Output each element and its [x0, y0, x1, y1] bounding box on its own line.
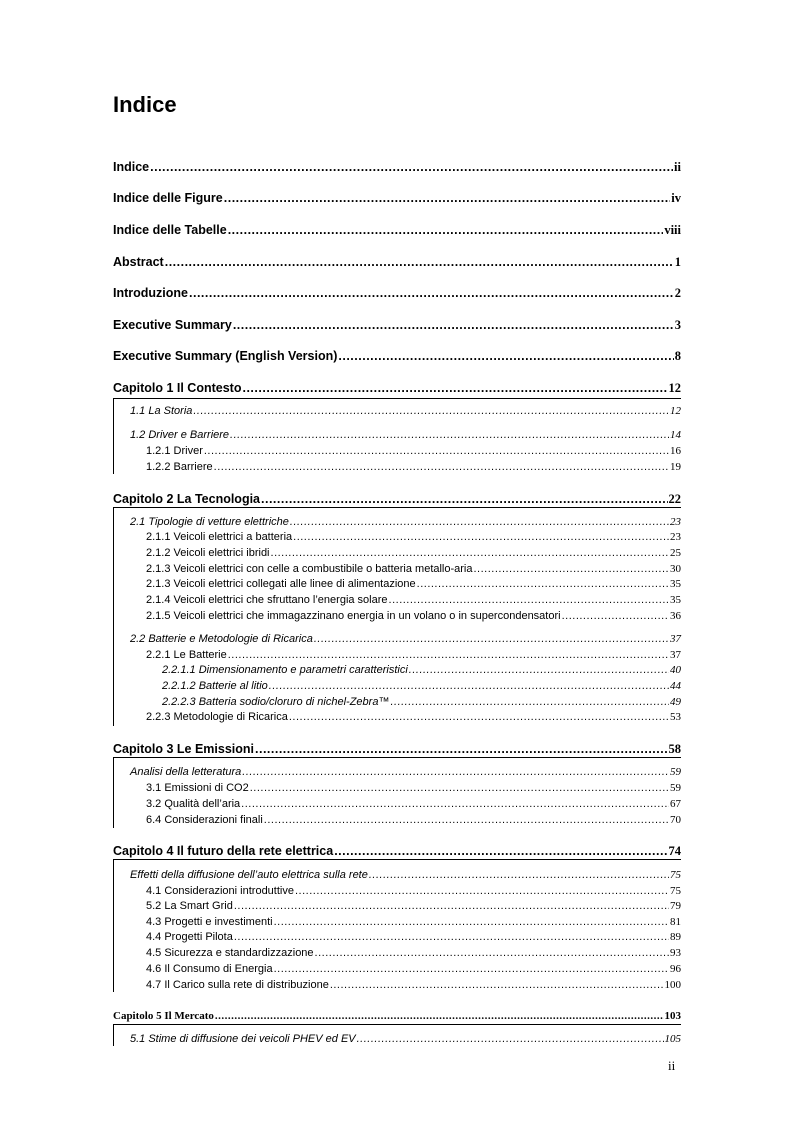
toc-entry[interactable] [130, 515, 681, 529]
toc-entry-page: 37 [670, 633, 681, 645]
toc-leader-dots [193, 404, 669, 418]
toc-entry[interactable] [146, 962, 681, 976]
toc-entry-label: 1.2.1 Driver [146, 445, 203, 457]
toc-entry-label: Capitolo 4 Il futuro della rete elettrica [113, 844, 334, 858]
toc-entry-label: Executive Summary [113, 318, 232, 332]
toc-entry[interactable] [146, 562, 681, 576]
toc-entry-page: 2 [674, 286, 681, 300]
toc-entry-label: 4.1 Considerazioni introduttive [146, 885, 294, 897]
toc-entry-label: 2.2.3 Metodologie di Ricarica [146, 711, 288, 723]
toc-entry[interactable] [130, 632, 681, 646]
toc-entry-label: Capitolo 1 Il Contesto [113, 381, 242, 395]
toc-entry-label: 4.4 Progetti Pilota [146, 931, 233, 943]
toc-entry-label: Executive Summary (English Version) [113, 349, 338, 363]
toc-entry-page: 40 [670, 664, 681, 676]
toc-entry-page: 74 [668, 844, 681, 858]
toc-entry-page: 75 [670, 885, 681, 897]
toc-entry[interactable] [113, 844, 681, 858]
chapter-divider [113, 859, 681, 860]
toc-leader-dots [334, 844, 667, 858]
toc-entry[interactable] [113, 223, 681, 237]
toc-entry[interactable] [146, 460, 681, 474]
toc-entry-label: 2.2.1 Le Batterie [146, 649, 227, 661]
toc-entry-label: 4.6 Il Consumo di Energia [146, 963, 273, 975]
toc-entry-page: 22 [668, 492, 681, 506]
toc-entry[interactable] [146, 930, 681, 944]
toc-entry-page: 23 [670, 531, 681, 543]
toc-entry-label: 1.2 Driver e Barriere [130, 429, 230, 441]
toc-leader-dots [369, 868, 669, 882]
toc-entry-label: Capitolo 2 La Tecnologia [113, 492, 261, 506]
toc-entry[interactable] [162, 663, 681, 677]
toc-entry[interactable] [113, 255, 681, 269]
page-title: Indice [113, 92, 177, 117]
toc-entry-page: 70 [670, 814, 681, 826]
toc-entry-label: 2.2.1.1 Dimensionamento e parametri caratteristici [162, 664, 408, 676]
toc-leader-dots [290, 515, 669, 529]
toc-entry-label: 2.2.2.3 Batteria sodio/cloruro di nichel-Zebra™ [162, 696, 390, 708]
toc-entry-label: Indice [113, 160, 150, 174]
toc-leader-dots [250, 781, 669, 795]
toc-leader-dots [224, 191, 671, 205]
toc-leader-dots [165, 255, 674, 269]
toc-entry-page: 8 [674, 349, 681, 363]
toc-entry-label: Indice delle Tabelle [113, 223, 227, 237]
toc-leader-dots [330, 978, 664, 992]
toc-entry[interactable] [130, 404, 681, 418]
toc-entry[interactable] [130, 868, 681, 882]
toc-entry-page: 67 [670, 798, 681, 810]
toc-leader-dots [189, 286, 674, 300]
toc-entry-label: 4.5 Sicurezza e standardizzazione [146, 947, 314, 959]
toc-entry-page: 35 [670, 594, 681, 606]
toc-entry-page: 37 [670, 649, 681, 661]
toc-entry-label: 2.2 Batterie e Metodologie di Ricarica [130, 633, 313, 645]
toc-entry-page: 1 [674, 255, 681, 269]
toc-entry-page: viii [664, 223, 681, 237]
toc-entry-page: 100 [664, 979, 681, 991]
toc-entry-page: 49 [670, 696, 681, 708]
toc-entry-page: 103 [664, 1010, 681, 1022]
toc-entry-page: 89 [670, 931, 681, 943]
toc-entry-page: 12 [668, 381, 681, 395]
toc-leader-dots [241, 797, 669, 811]
toc-entry-page: 14 [670, 429, 681, 441]
toc-leader-dots [357, 1032, 664, 1046]
toc-entry-page: 53 [670, 711, 681, 723]
toc-entry[interactable] [113, 191, 681, 205]
toc-leader-dots [338, 349, 673, 363]
toc-entry-page: 105 [664, 1033, 681, 1045]
toc-entry-label: 2.1.4 Veicoli elettrici che sfruttano l’energia solare [146, 594, 388, 606]
chapter-indent-bar [113, 757, 114, 828]
toc-entry-page: 59 [670, 766, 681, 778]
toc-leader-dots [234, 930, 669, 944]
toc-entry-label: 6.4 Considerazioni finali [146, 814, 263, 826]
toc-leader-dots [230, 428, 669, 442]
toc-leader-dots [409, 663, 669, 677]
toc-leader-dots [417, 577, 669, 591]
toc-entry[interactable] [130, 1032, 681, 1046]
toc-entry-page: 19 [670, 461, 681, 473]
toc-entry[interactable] [113, 492, 681, 506]
toc-entry-page: 35 [670, 578, 681, 590]
toc-leader-dots [233, 318, 674, 332]
toc-entry-label: 2.1 Tipologie di vetture elettriche [130, 516, 289, 528]
chapter-divider [113, 1024, 681, 1025]
toc-leader-dots [228, 223, 664, 237]
toc-leader-dots [274, 915, 669, 929]
toc-leader-dots [204, 444, 669, 458]
toc-entry[interactable] [113, 742, 681, 756]
toc-entry-page: 23 [670, 516, 681, 528]
toc-leader-dots [214, 460, 669, 474]
toc-leader-dots [315, 946, 669, 960]
toc-entry[interactable] [113, 381, 681, 395]
toc-entry[interactable] [146, 946, 681, 960]
toc-entry-page: 93 [670, 947, 681, 959]
toc-entry[interactable] [146, 813, 681, 827]
toc-entry[interactable] [146, 609, 681, 623]
toc-entry-page: 44 [670, 680, 681, 692]
page-number: ii [668, 1058, 676, 1073]
toc-leader-dots [150, 160, 673, 174]
toc-entry-page: 58 [668, 742, 681, 756]
toc-entry-page: 75 [670, 869, 681, 881]
toc-entry-label: 5.1 Stime di diffusione dei veicoli PHEV ed EV [130, 1033, 356, 1045]
toc-entry-page: 36 [670, 610, 681, 622]
toc-entry-page: iv [671, 191, 681, 205]
toc-leader-dots [264, 813, 669, 827]
toc-entry-label: 4.7 Il Carico sulla rete di distribuzione [146, 979, 329, 991]
toc-entry[interactable] [113, 160, 681, 174]
toc-entry[interactable] [130, 428, 681, 442]
toc-entry-page: 3 [674, 318, 681, 332]
toc-leader-dots [293, 530, 669, 544]
toc-entry[interactable] [146, 593, 681, 607]
toc-entry-label: 2.1.1 Veicoli elettrici a batteria [146, 531, 293, 543]
toc-leader-dots [269, 679, 669, 693]
toc-entry-label: 2.1.3 Veicoli elettrici con celle a combustibile o batteria metallo-aria [146, 563, 473, 575]
toc-entry-page: 81 [670, 916, 681, 928]
toc-entry[interactable] [146, 710, 681, 724]
toc-entry-label: 2.1.3 Veicoli elettrici collegati alle linee di alimentazione [146, 578, 416, 590]
toc-leader-dots [255, 742, 668, 756]
toc-entry[interactable] [146, 781, 681, 795]
toc-entry[interactable] [146, 915, 681, 929]
toc-entry[interactable] [146, 530, 681, 544]
toc-leader-dots [562, 609, 669, 623]
toc-entry[interactable] [162, 695, 681, 709]
toc-entry-page: 25 [670, 547, 681, 559]
chapter-indent-bar [113, 859, 114, 992]
chapter-indent-bar [113, 507, 114, 726]
toc-leader-dots [295, 884, 669, 898]
toc-entry[interactable] [146, 884, 681, 898]
toc-leader-dots [234, 899, 669, 913]
toc-leader-dots [242, 381, 667, 395]
toc-entry-label: Capitolo 3 Le Emissioni [113, 742, 254, 756]
toc-entry-label: Effetti della diffusione dell’auto elettrica sulla rete [130, 869, 368, 881]
toc-entry-label: 2.2.1.2 Batterie al litio [162, 680, 268, 692]
toc-entry-label: 2.1.5 Veicoli elettrici che immagazzinano energia in un volano o in supercondensatori [146, 610, 561, 622]
toc-entry[interactable] [113, 318, 681, 332]
toc-entry-page: 16 [670, 445, 681, 457]
toc-entry-label: Indice delle Figure [113, 191, 223, 205]
toc-leader-dots [215, 1009, 664, 1023]
toc-entry[interactable] [146, 444, 681, 458]
toc-entry-label: 1.2.2 Barriere [146, 461, 213, 473]
toc-entry-label: Analisi della letteratura [130, 766, 242, 778]
toc-entry-page: 30 [670, 563, 681, 575]
toc-entry-label: 1.1 La Storia [130, 405, 193, 417]
toc-entry-page: 59 [670, 782, 681, 794]
toc-entry-page: 79 [670, 900, 681, 912]
toc-entry-label: 3.2 Qualità dell’aria [146, 798, 241, 810]
toc-entry[interactable] [146, 648, 681, 662]
toc-leader-dots [389, 593, 669, 607]
toc-leader-dots [261, 492, 667, 506]
chapter-divider [113, 757, 681, 758]
toc-entry-label: 4.3 Progetti e investimenti [146, 916, 273, 928]
toc-entry-page: ii [674, 160, 681, 174]
toc-entry-label: 5.2 La Smart Grid [146, 900, 233, 912]
toc-leader-dots [390, 695, 669, 709]
toc-entry-page: 12 [670, 405, 681, 417]
toc-entry[interactable] [146, 546, 681, 560]
toc-entry-label: Capitolo 5 Il Mercato [113, 1010, 214, 1022]
chapter-divider [113, 507, 681, 508]
toc-entry[interactable] [146, 577, 681, 591]
chapter-indent-bar [113, 1024, 114, 1046]
toc-entry[interactable] [113, 1009, 681, 1023]
toc-entry-label: Introduzione [113, 286, 188, 300]
toc-leader-dots [314, 632, 669, 646]
chapter-divider [113, 398, 681, 399]
toc-entry[interactable] [162, 679, 681, 693]
toc-leader-dots [474, 562, 670, 576]
toc-entry[interactable] [146, 797, 681, 811]
toc-entry[interactable] [130, 765, 681, 779]
toc-entry-label: Abstract [113, 255, 164, 269]
toc-entry-label: 2.1.2 Veicoli elettrici ibridi [146, 547, 270, 559]
toc-leader-dots [242, 765, 669, 779]
toc-entry[interactable] [113, 349, 681, 363]
toc-leader-dots [274, 962, 669, 976]
toc-leader-dots [228, 648, 669, 662]
toc-entry[interactable] [146, 899, 681, 913]
toc-entry[interactable] [146, 978, 681, 992]
toc-entry-label: 3.1 Emissioni di CO2 [146, 782, 249, 794]
chapter-indent-bar [113, 398, 114, 474]
toc-leader-dots [289, 710, 669, 724]
toc-entry[interactable] [113, 286, 681, 300]
toc-entry-page: 96 [670, 963, 681, 975]
toc-leader-dots [271, 546, 669, 560]
